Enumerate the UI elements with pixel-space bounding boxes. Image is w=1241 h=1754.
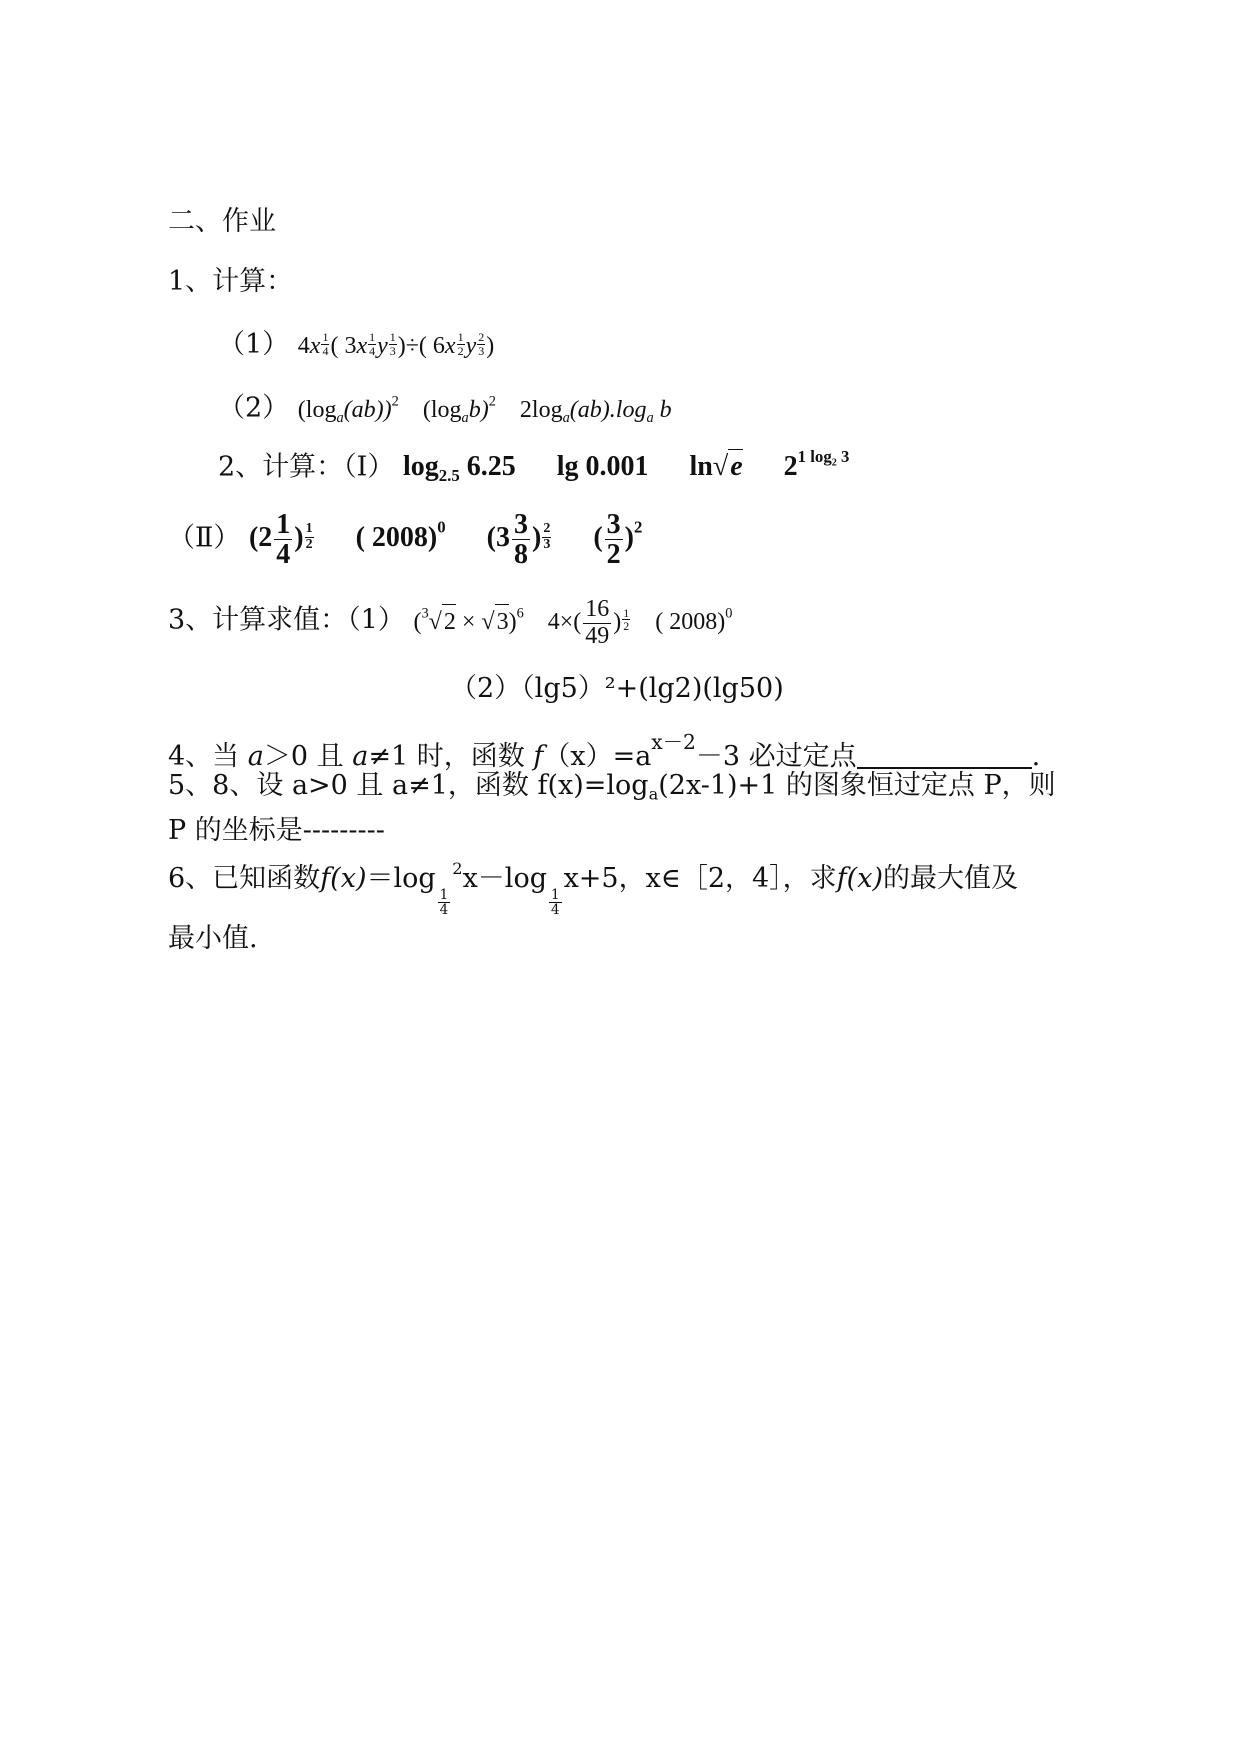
- coef: 3: [344, 333, 357, 359]
- func-f: f: [533, 741, 544, 773]
- question-2-part-1: [218, 440, 849, 493]
- exponent: [321, 331, 329, 357]
- lg-text: lg: [556, 451, 579, 483]
- func-fx: f(x): [320, 862, 367, 894]
- exponent: [389, 331, 397, 357]
- question-3-part-2: （2）（lg5）²+(lg2)(lg50): [450, 673, 784, 704]
- expression: [297, 330, 495, 359]
- question-2-part-2: [168, 510, 642, 570]
- exponent: 2: [452, 859, 463, 878]
- exponent: 2: [633, 517, 643, 537]
- part-label: （Ⅰ）: [343, 451, 395, 483]
- exp-num: 1: [623, 605, 630, 620]
- frac-num: 1: [550, 887, 560, 904]
- log-base-fraction: [549, 888, 562, 917]
- log-base: a: [648, 784, 659, 804]
- fraction: [605, 510, 623, 570]
- exponent: [305, 522, 314, 552]
- exp-num: 1: [457, 330, 464, 344]
- paren: ): [613, 608, 622, 635]
- frac-num: 3: [513, 509, 528, 540]
- log-arg: (ab).log: [569, 396, 647, 423]
- year-term: ( 2008): [655, 608, 726, 635]
- q6-post: x+5，x∈［2，4］，求: [563, 862, 837, 894]
- question-6-line-2: 最小值.: [168, 923, 258, 954]
- log-arg: 6.25: [466, 451, 516, 483]
- exp-log-arg: 3: [840, 447, 850, 466]
- ln-text: ln: [689, 451, 713, 483]
- exp-num: 1: [305, 521, 313, 537]
- radicand: 3: [495, 604, 509, 639]
- q4-fx: （x）=a: [543, 741, 652, 773]
- var-x: x: [356, 333, 368, 359]
- exp-log-base: 2: [831, 457, 837, 469]
- exp-den: 4: [322, 343, 329, 358]
- expression: $(^3√2 \times √3)^6$ 4×( $\frac{16}{49}$ ) $\frac{1}{2}$ ( 2008)$^0$: [413, 596, 733, 649]
- mixed-whole: (3: [486, 522, 510, 554]
- exp-den: 2: [623, 619, 630, 634]
- log-text: 2log: [519, 396, 563, 423]
- log-base: a: [461, 409, 469, 426]
- exp-den: 2: [305, 537, 313, 552]
- part-label: （1）: [347, 604, 405, 636]
- question-5-line-2: P 的坐标是---------: [168, 815, 385, 846]
- exponent: [622, 607, 630, 633]
- root-index: 3: [421, 605, 429, 621]
- question-4: [168, 725, 1040, 774]
- operator: ×: [461, 608, 476, 635]
- exp-den: 2: [457, 343, 464, 358]
- exp-den: 3: [389, 343, 396, 358]
- paren: ): [486, 333, 495, 359]
- frac-num: 16: [585, 596, 610, 623]
- question-3-label: 3、计算求值：: [168, 604, 348, 636]
- frac-den: 49: [585, 622, 610, 649]
- mixed-whole: (2: [248, 522, 273, 554]
- paren: ): [531, 522, 542, 554]
- log-text: (log: [297, 396, 337, 423]
- question-1-label: 1、计算：: [168, 266, 294, 297]
- expression: [297, 393, 672, 426]
- part-label: （2）: [218, 392, 290, 424]
- frac-den: 4: [550, 902, 560, 919]
- frac-num: 1: [439, 887, 449, 904]
- paren: ): [624, 522, 634, 554]
- base-two: 2: [783, 451, 798, 483]
- log-base: 2.5: [438, 466, 460, 486]
- exp-den: 3: [543, 537, 551, 552]
- radicand: 2: [442, 604, 456, 639]
- q5-text: 5、8、设 a>0 且 a≠1，函数 f(x)=log: [168, 770, 649, 801]
- frac-num: 3: [606, 509, 621, 540]
- expression: [248, 509, 643, 571]
- func-fx: f(x): [836, 862, 883, 894]
- exp-num: 2: [478, 330, 485, 344]
- q6-tail: 的最大值及: [882, 862, 1018, 894]
- exponent: x－2: [651, 730, 696, 754]
- log-base: a: [562, 409, 570, 426]
- exponent: 6: [516, 605, 524, 621]
- year-term: ( 2008): [355, 522, 438, 554]
- lg-arg: 0.001: [585, 451, 649, 483]
- coef-term: 4×(: [547, 608, 582, 635]
- exponent: [797, 447, 850, 469]
- frac-den: 4: [276, 539, 291, 571]
- log-arg: b): [468, 396, 489, 423]
- var-x: x: [444, 333, 456, 359]
- var-a: a: [247, 741, 264, 773]
- question-6-line-1: [168, 852, 1018, 917]
- log-arg: b: [659, 396, 672, 423]
- q5-text-b: (2x-1)+1 的图象恒过定点 P，则: [658, 770, 1056, 801]
- question-3-part-1: [168, 596, 732, 649]
- log-text: log: [402, 451, 439, 483]
- question-2-label: 2、计算：: [218, 451, 344, 483]
- log-arg: (ab)): [343, 396, 392, 423]
- exponent: 2: [391, 393, 399, 409]
- exp-num: 1: [322, 330, 329, 344]
- frac-den: 8: [513, 539, 528, 571]
- frac-den: 4: [439, 902, 449, 919]
- q4-cond2: ≠1 时，函数: [368, 741, 525, 773]
- var-y: y: [465, 333, 477, 359]
- q4-tail: －3 必过定点: [695, 741, 857, 773]
- var-a: a: [352, 741, 369, 773]
- coef: 4: [297, 333, 310, 359]
- question-5-line-1: [168, 769, 1056, 812]
- radicand: e: [730, 451, 743, 483]
- paren: ): [508, 608, 517, 635]
- log-base-fraction: [438, 888, 451, 917]
- part-label: （Ⅱ）: [168, 522, 241, 554]
- exp-num: 1: [369, 330, 376, 344]
- q6-pre: 6、已知函数: [168, 862, 321, 894]
- frac-num: 1: [276, 509, 291, 540]
- question-1-part-1: [218, 328, 494, 363]
- paren: ): [294, 522, 304, 554]
- exponent: [542, 522, 551, 552]
- q4-dot: .: [1031, 741, 1041, 773]
- part-label: （1）: [218, 329, 290, 360]
- section-title: 二、作业: [168, 206, 276, 237]
- log-base: a: [336, 409, 344, 426]
- answer-blank[interactable]: [857, 739, 1032, 769]
- var-y: y: [377, 333, 388, 359]
- q6-eq: ＝log: [366, 862, 436, 894]
- exp-log: log: [810, 447, 832, 466]
- coef: 6: [432, 333, 445, 359]
- log-base: a: [646, 409, 654, 426]
- exponent: [477, 331, 485, 357]
- frac-den: 2: [606, 539, 621, 571]
- fraction: [274, 510, 292, 570]
- fraction: [583, 597, 611, 648]
- exponent: 0: [437, 517, 446, 537]
- operator: ÷(: [405, 333, 427, 359]
- expression: $\log_{2.5} 6.25$ lg 0.001 ln√e $2^{1 log_2 3}$: [402, 447, 850, 486]
- exponent: [368, 331, 376, 357]
- paren: (: [593, 522, 603, 554]
- exponent: 0: [725, 605, 733, 621]
- exp-one: 1: [797, 447, 807, 466]
- exp-den: 3: [478, 343, 485, 358]
- log-text: (log: [422, 396, 462, 423]
- exp-num: 2: [543, 521, 551, 537]
- question-1-part-2: [218, 384, 672, 435]
- var-x: x: [309, 333, 321, 359]
- paren: ): [397, 333, 406, 359]
- exp-num: 1: [389, 330, 396, 344]
- q4-cond1: ＞0 且: [263, 741, 344, 773]
- exponent: 2: [488, 393, 496, 409]
- q6-mid: x－log: [462, 862, 547, 894]
- q4-pre: 4、当: [168, 741, 240, 773]
- exp-den: 4: [369, 343, 376, 358]
- fraction: [512, 510, 530, 570]
- paren: (: [330, 333, 339, 359]
- exponent: [457, 331, 465, 357]
